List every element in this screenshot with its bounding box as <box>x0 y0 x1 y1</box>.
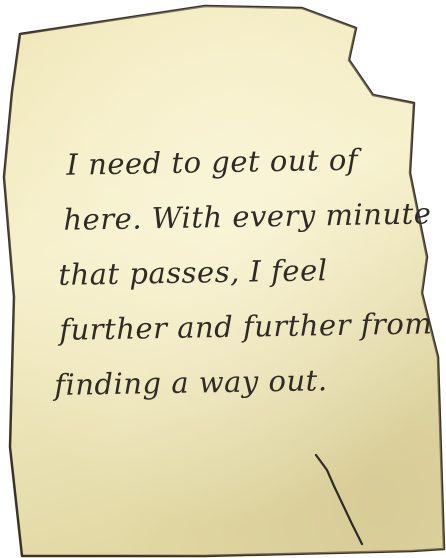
note-line-3: that passes, I feel <box>58 253 328 292</box>
note-line-2: here. With every minute <box>63 196 432 237</box>
note-line-4: further and further from <box>59 306 433 347</box>
note-text <box>50 132 433 413</box>
note-line-1: I need to get out of <box>66 142 359 182</box>
note-line-5: finding a way out. <box>54 363 328 402</box>
